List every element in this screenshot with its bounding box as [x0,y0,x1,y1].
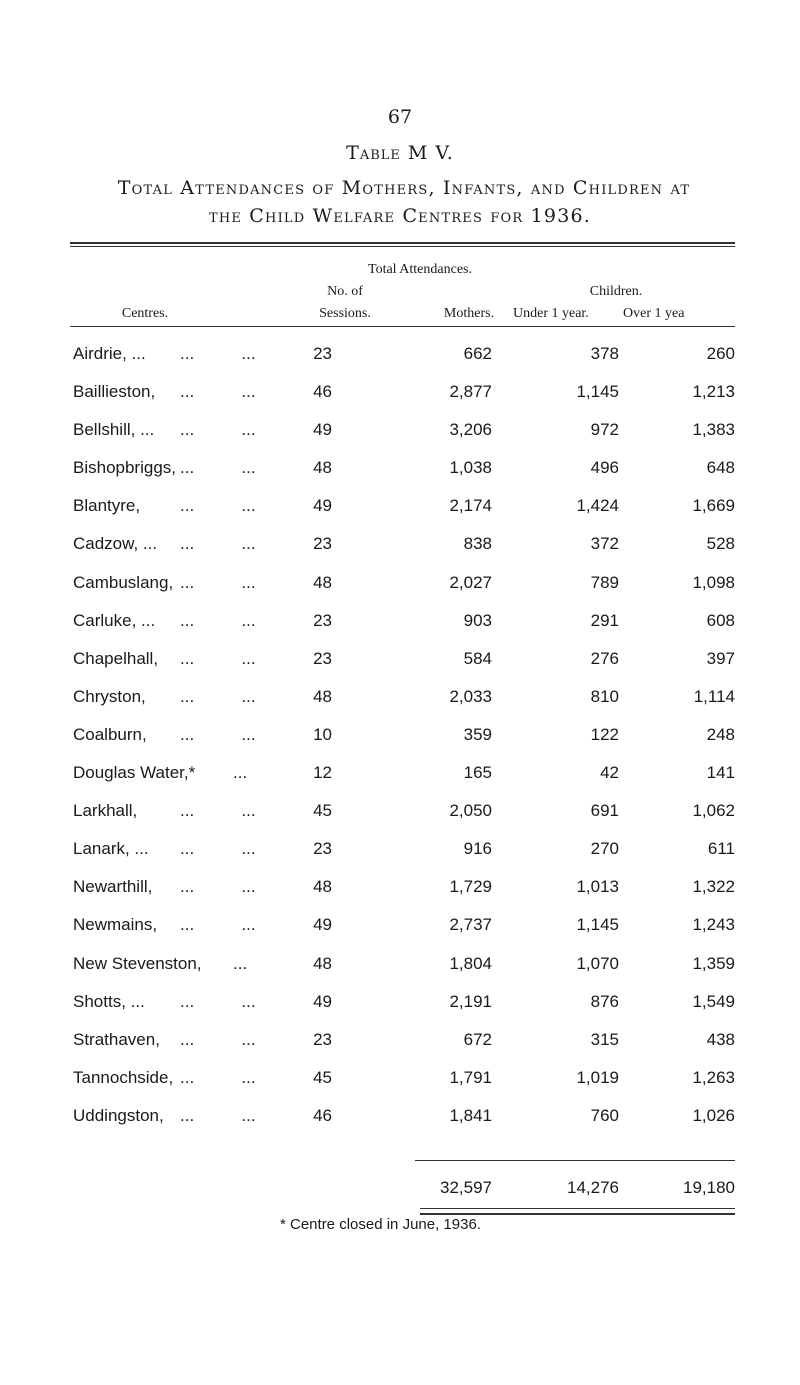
table-label: Table M V. [346,142,454,164]
leader-dots: ... ... [180,801,256,821]
under-1-value: 1,145 [576,915,619,935]
totals-rule [415,1160,735,1161]
centre-name: Blantyre, [73,496,141,516]
table-body [70,338,750,1138]
mothers-value: 838 [463,534,492,554]
mothers-value: 2,737 [449,915,492,935]
sessions-value: 48 [313,686,332,706]
under-1-value: 972 [590,420,619,440]
leader-dots: ... ... [180,610,256,630]
table-row [70,948,750,986]
centre-name: Bellshill, ... [73,420,155,440]
leader-dots: ... ... [180,686,256,706]
total-mothers: 32,597 [440,1178,492,1197]
under-1-value: 691 [590,801,619,821]
table-row [70,986,750,1024]
sessions-value: 23 [313,534,332,554]
mothers-value: 3,206 [449,420,492,440]
over-1-value: 1,263 [692,1067,735,1087]
leader-dots: ... ... [180,1105,256,1125]
sessions-value: 23 [313,1029,332,1049]
mothers-value: 359 [463,724,492,744]
under-1-value: 372 [590,534,619,554]
table-title-line-1: Total Attendances of Mothers, Infants, and Children at [117,177,691,199]
header-under-1-year: Under 1 year. [513,306,589,321]
table-title-line-2: the Child Welfare Centres for 1936. [208,205,592,227]
table-row [70,795,750,833]
centre-name: Lanark, ... [73,839,149,859]
under-1-value: 1,019 [576,1067,619,1087]
table-row [70,871,750,909]
over-1-value: 397 [706,648,735,668]
over-1-value: 611 [707,839,735,859]
leader-dots: ... ... [180,572,256,592]
table-row [70,1100,750,1138]
mothers-value: 2,191 [449,991,492,1011]
total-over-1: 19,180 [683,1178,735,1197]
over-1-value: 260 [706,344,735,363]
under-1-value: 789 [590,572,619,592]
leader-dots: ... ... [180,344,256,363]
over-1-value: 528 [706,534,735,554]
mothers-value: 584 [463,648,492,668]
table-row [70,909,750,947]
under-1-value: 291 [590,610,619,630]
top-double-rule [70,242,735,244]
leader-dots: ... ... [180,839,256,859]
over-1-value: 1,243 [692,915,735,935]
table-row [70,338,750,376]
bottom-double-rule [420,1208,735,1209]
under-1-value: 1,145 [576,382,619,402]
centre-name: Chryston, [73,686,146,706]
mothers-value: 1,841 [449,1105,492,1125]
table-row [70,643,750,681]
table-row [70,605,750,643]
header-rule [70,326,735,327]
under-1-value: 1,013 [576,877,619,897]
table-row [70,414,750,452]
mothers-value: 1,791 [449,1067,492,1087]
table-row [70,1062,750,1100]
over-1-value: 1,114 [693,686,735,706]
table-row [70,567,750,605]
header-children: Children. [589,284,643,299]
sessions-value: 23 [313,610,332,630]
over-1-value: 438 [706,1029,735,1049]
table-row [70,719,750,757]
centre-name: Cambuslang, [73,572,174,592]
header-centres: Centres. [121,306,169,321]
sessions-value: 49 [313,915,332,935]
over-1-value: 1,549 [692,991,735,1011]
leader-dots: ... ... [180,534,256,554]
mothers-value: 1,804 [449,953,492,973]
sessions-value: 48 [313,458,332,478]
centre-name: Newmains, [73,915,158,935]
sessions-value: 49 [313,991,332,1011]
mothers-value: 662 [463,344,492,363]
mothers-value: 1,729 [449,877,492,897]
sessions-value: 46 [313,382,332,402]
mothers-value: 2,050 [449,801,492,821]
under-1-value: 42 [600,763,619,783]
sessions-value: 49 [313,496,332,516]
leader-dots: ... ... [180,420,256,440]
over-1-value: 1,098 [692,572,735,592]
total-under-1: 14,276 [567,1178,619,1197]
sessions-value: 48 [313,572,332,592]
header-over-1-year: Over 1 yea [623,306,685,321]
centre-name: Airdrie, ... [73,344,146,363]
sessions-value: 45 [313,801,332,821]
sessions-value: 45 [313,1067,332,1087]
centre-name: Tannochside, [73,1067,174,1087]
sessions-value: 23 [313,648,332,668]
centre-name: Bishopbriggs, [73,458,177,478]
centre-name: Shotts, ... [73,991,145,1011]
over-1-value: 1,026 [692,1105,735,1125]
over-1-value: 1,322 [692,877,735,897]
mothers-value: 903 [463,610,492,630]
leader-dots: ... ... [180,1029,256,1049]
centre-name: Douglas Water,* [73,763,196,783]
bottom-double-rule-thick [420,1213,735,1215]
sessions-value: 48 [313,953,332,973]
centre-name: Coalburn, [73,724,147,744]
header-total-attendances: Total Attendances. [368,262,472,277]
over-1-value: 248 [706,724,735,744]
footnote: * Centre closed in June, 1936. [280,1216,481,1233]
mothers-value: 2,033 [449,686,492,706]
table-row [70,1024,750,1062]
table-row [70,452,750,490]
mothers-value: 2,027 [449,572,492,592]
over-1-value: 1,213 [692,382,735,402]
under-1-value: 315 [590,1029,619,1049]
mothers-value: 2,877 [449,382,492,402]
centre-name: Chapelhall, [73,648,159,668]
mothers-value: 165 [463,763,492,783]
centre-name: Carluke, ... [73,610,156,630]
table-row [70,528,750,566]
centre-name: Baillieston, [73,382,156,402]
sessions-value: 23 [313,344,332,363]
over-1-value: 608 [706,610,735,630]
centre-name: Cadzow, ... [73,534,158,554]
table-row [70,490,750,528]
over-1-value: 1,062 [692,801,735,821]
under-1-value: 122 [590,724,619,744]
under-1-value: 1,070 [576,953,619,973]
leader-dots: ... ... [180,648,256,668]
centre-name: Larkhall, [73,801,138,821]
sessions-value: 12 [313,763,332,783]
mothers-value: 672 [463,1029,492,1049]
mothers-value: 1,038 [449,458,492,478]
under-1-value: 270 [590,839,619,859]
header-mothers: Mothers. [443,306,495,321]
centre-name: Strathaven, [73,1029,160,1049]
sessions-value: 46 [313,1105,332,1125]
under-1-value: 276 [590,648,619,668]
table-row [70,681,750,719]
sessions-value: 48 [313,877,332,897]
leader-dots: ... [233,953,248,973]
over-1-value: 1,669 [692,496,735,516]
header-no-of: No. of [327,284,363,299]
over-1-value: 648 [706,458,735,478]
under-1-value: 1,424 [576,496,619,516]
leader-dots: ... ... [180,382,256,402]
leader-dots: ... ... [180,496,256,516]
under-1-value: 378 [590,344,619,363]
sessions-value: 49 [313,420,332,440]
centre-name: New Stevenston, [73,953,202,973]
table-row [70,757,750,795]
leader-dots: ... ... [180,915,256,935]
centre-name: Newarthill, [73,877,153,897]
leader-dots: ... ... [180,724,256,744]
table-row [70,376,750,414]
top-double-rule-thin [70,246,735,247]
under-1-value: 876 [590,991,619,1011]
leader-dots: ... ... [180,458,256,478]
over-1-value: 1,383 [692,420,735,440]
mothers-value: 2,174 [449,496,492,516]
leader-dots: ... ... [180,1067,256,1087]
under-1-value: 496 [590,458,619,478]
mothers-value: 916 [463,839,492,859]
centre-name: Uddingston, [73,1105,164,1125]
leader-dots: ... [233,763,248,783]
sessions-value: 10 [313,724,332,744]
leader-dots: ... ... [180,991,256,1011]
table-row [70,833,750,871]
under-1-value: 810 [590,686,619,706]
header-sessions: Sessions. [319,306,371,321]
page-number: 67 [387,106,413,128]
totals-row [70,1172,750,1202]
sessions-value: 23 [313,839,332,859]
over-1-value: 1,359 [692,953,735,973]
leader-dots: ... ... [180,877,256,897]
over-1-value: 141 [706,763,735,783]
under-1-value: 760 [590,1105,619,1125]
